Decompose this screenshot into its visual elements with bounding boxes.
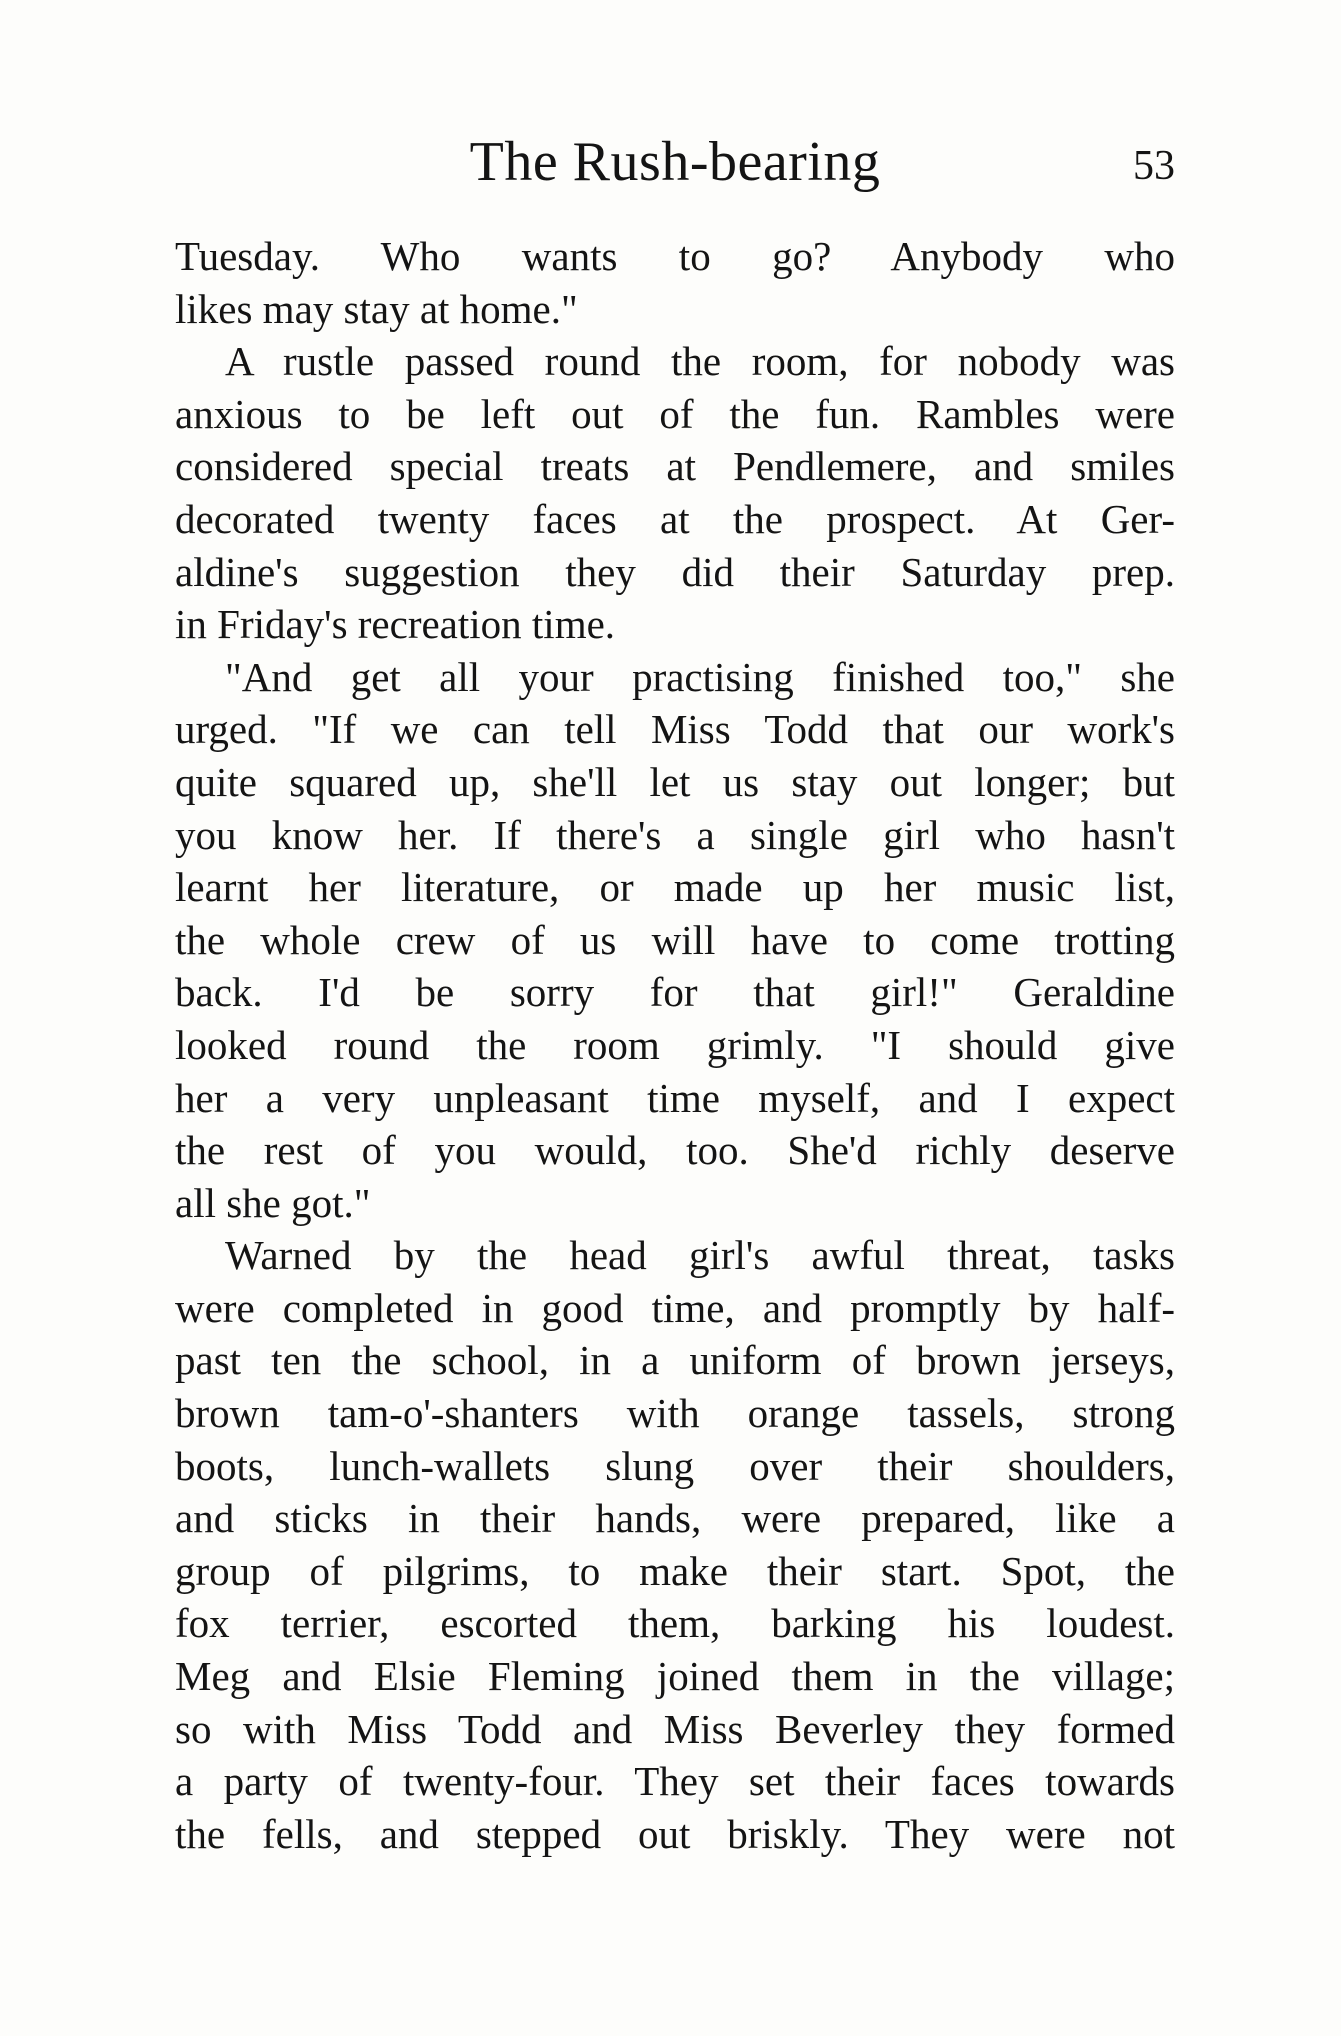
text-line: so with Miss Todd and Miss Beverley they formed: [175, 1705, 1175, 1752]
text-line: and sticks in their hands, were prepared, like a: [175, 1495, 1175, 1542]
text-line: back. I'd be sorry for that girl!" Geraldine: [175, 969, 1175, 1016]
page-number: 53: [1133, 143, 1175, 189]
text-line: decorated twenty faces at the prospect. At Ger-: [175, 495, 1175, 542]
text-line: boots, lunch-wallets slung over their shoulders,: [175, 1442, 1175, 1489]
text-line: Tuesday. Who wants to go? Anybody who: [175, 233, 1175, 279]
text-line: brown tam-o'-shanters with orange tassels, strong: [175, 1390, 1175, 1437]
text-line: were completed in good time, and promptly by half-: [175, 1284, 1175, 1331]
text-line: aldine's suggestion they did their Saturday prep.: [175, 548, 1175, 595]
text-line: fox terrier, escorted them, barking his loudest.: [175, 1600, 1175, 1647]
text-line: considered special treats at Pendlemere, and smiles: [175, 443, 1175, 490]
text-line: past ten the school, in a uniform of brown jerseys,: [175, 1337, 1175, 1384]
text-line: the rest of you would, too. She'd richly deserve: [175, 1127, 1175, 1174]
body-text: [175, 230, 1175, 1860]
text-line: "And get all your practising finished too," she: [225, 653, 1175, 700]
text-line: anxious to be left out of the fun. Rambles were: [175, 390, 1175, 437]
text-line: Meg and Elsie Fleming joined them in the village;: [175, 1653, 1175, 1700]
text-line: in Friday's recreation time.: [175, 601, 616, 648]
text-line: a party of twenty-four. They set their faces towards: [175, 1758, 1175, 1805]
text-line: A rustle passed round the room, for nobody was: [225, 338, 1175, 385]
text-line: her a very unpleasant time myself, and I expect: [175, 1074, 1175, 1121]
running-head: [175, 122, 1175, 202]
text-line: the whole crew of us will have to come trotting: [175, 916, 1175, 963]
text-line: the fells, and stepped out briskly. They were not: [175, 1810, 1175, 1857]
text-line: you know her. If there's a single girl who hasn't: [175, 811, 1175, 858]
running-title: The Rush-bearing: [469, 131, 881, 193]
text-line: all she got.": [175, 1179, 371, 1226]
text-line: group of pilgrims, to make their start. Spot, the: [175, 1547, 1175, 1594]
text-line: likes may stay at home.": [175, 285, 578, 332]
text-line: looked round the room grimly. "I should give: [175, 1021, 1175, 1068]
text-line: quite squared up, she'll let us stay out longer; but: [175, 758, 1175, 805]
text-line: learnt her literature, or made up her music list,: [175, 864, 1175, 911]
text-line: Warned by the head girl's awful threat, tasks: [225, 1232, 1175, 1279]
text-line: urged. "If we can tell Miss Todd that our work's: [175, 706, 1175, 753]
